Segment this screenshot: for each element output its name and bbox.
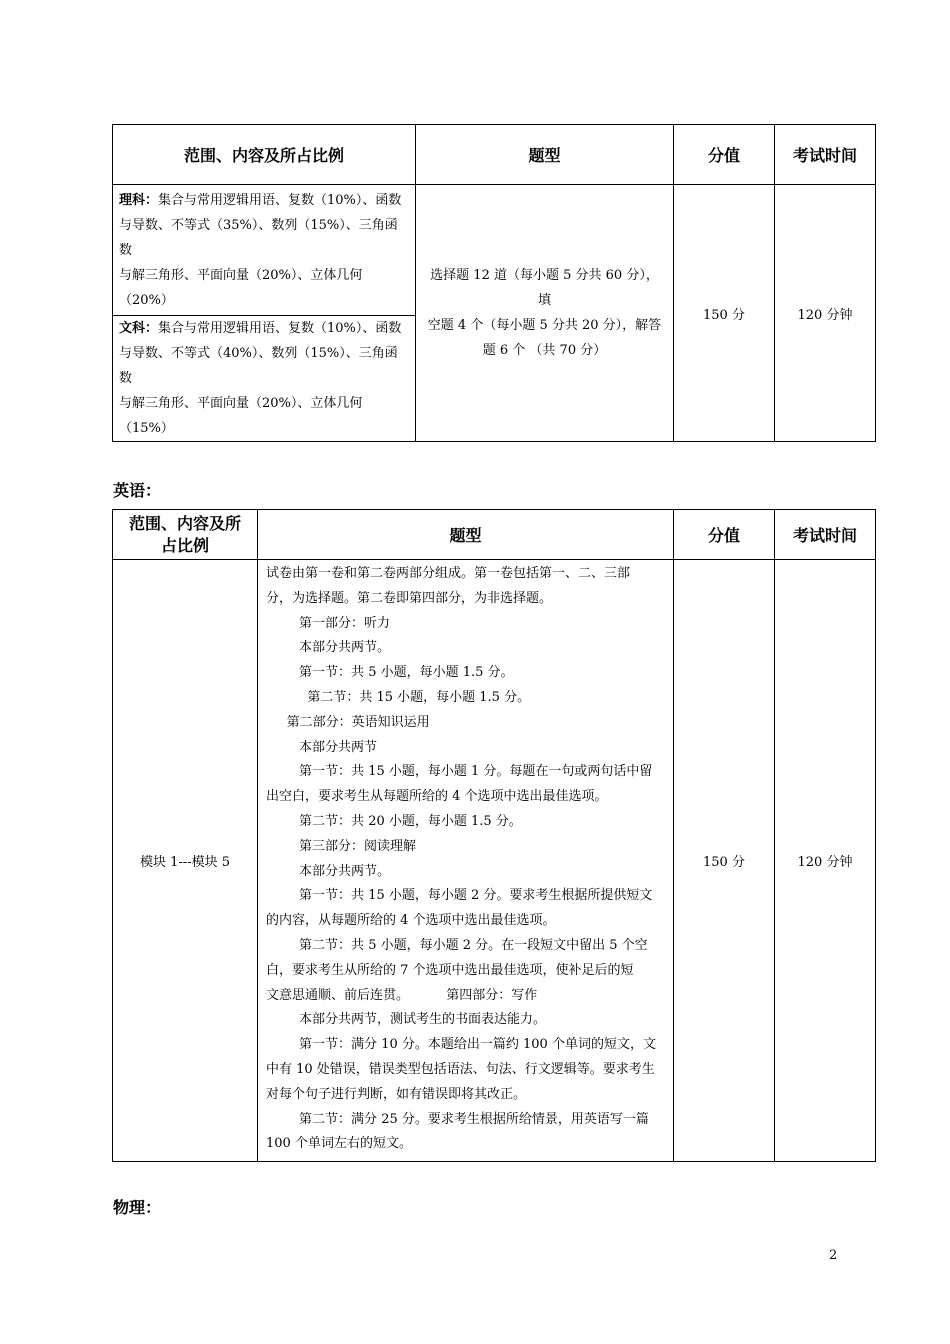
question-type-line: 中有 10 处错误，错误类型包括语法、句法、行文逻辑等。要求考生 — [266, 1061, 655, 1077]
header-scope-line: 占比例 — [160, 535, 209, 555]
header-exam-time: 考试时间 — [775, 510, 876, 560]
question-type-cell — [416, 185, 674, 442]
question-type-line: 100 个单词左右的短文。 — [266, 1136, 412, 1152]
question-type-line: 第二节：满分 25 分。要求考生根据所给情景，用英语写一篇 — [266, 1111, 649, 1127]
question-type-line: 第一节：满分 10 分。本题给出一篇约 100 个单词的短文，文 — [266, 1037, 656, 1053]
liberal-arts-line: 集合与常用逻辑用语、复数（10%）、函数 — [158, 321, 402, 336]
question-type-cell — [258, 560, 674, 1162]
question-type-line: 第二部分：英语知识运用 — [266, 714, 430, 730]
scope-cell: 模块 1---模块 5 — [113, 560, 258, 1162]
table-row — [113, 185, 876, 316]
question-type-line: 第一部分：听力 — [266, 615, 391, 631]
header-question-type: 题型 — [258, 510, 674, 560]
table-header-row — [113, 510, 876, 560]
science-label: 理科： — [119, 192, 159, 208]
question-type-line: 第一节：共 5 小题，每小题 1.5 分。 — [266, 665, 514, 681]
header-scope — [113, 510, 258, 560]
science-line: 集合与常用逻辑用语、复数（10%）、函数 — [158, 192, 402, 208]
header-scope: 范围、内容及所占比例 — [113, 125, 416, 185]
header-score: 分值 — [674, 510, 775, 560]
question-type-text — [266, 562, 665, 1157]
question-type-line: 文意思通顺、前后连贯。 第四部分：写作 — [266, 987, 538, 1003]
liberal-arts-label: 文科： — [119, 321, 159, 336]
math-exam-table — [112, 124, 876, 442]
question-type-line: 出空白，要求考生从每题所给的 4 个选项中选出最佳选项。 — [266, 789, 608, 805]
question-type-line: 第二节：共 20 小题，每小题 1.5 分。 — [266, 813, 522, 829]
question-type-line: 本部分共两节。 — [266, 863, 391, 879]
time-cell: 120 分钟 — [775, 560, 876, 1162]
question-type-line: 本部分共两节 — [266, 739, 378, 755]
page-number: 2 — [829, 1248, 838, 1263]
question-type-line: 分，为选择题。第二卷即第四部分，为非选择题。 — [266, 590, 553, 606]
question-type-line: 题 6 个 （共 70 分） — [482, 343, 607, 358]
question-type-line: 第二节：共 15 小题，每小题 1.5 分。 — [266, 689, 531, 705]
question-type-line: 本部分共两节。 — [266, 640, 391, 656]
question-type-line: 选择题 12 道（每小题 5 分共 60 分），填 — [430, 268, 659, 308]
header-score: 分值 — [674, 125, 775, 185]
question-type-line: 对每个句子进行判断，如有错误即将其改正。 — [266, 1086, 527, 1102]
question-type-line: 第一节：共 15 小题，每小题 1 分。每题在一句或两句话中留 — [266, 764, 653, 780]
table-header-row — [113, 125, 876, 185]
english-exam-table — [112, 509, 876, 1162]
english-section-title: 英语： — [113, 481, 162, 500]
header-scope-line: 范围、内容及所 — [128, 513, 241, 533]
question-type-line: 第一节：共 15 小题，每小题 2 分。要求考生根据所提供短文 — [266, 888, 653, 904]
liberal-arts-scope-cell — [113, 316, 416, 442]
score-cell: 150 分 — [674, 185, 775, 442]
science-line: 与导数、不等式（35%）、数列（15%）、三角函数 — [119, 217, 398, 258]
question-type-line: 白，要求考生从所给的 7 个选项中选出最佳选项，使补足后的短 — [266, 962, 634, 978]
liberal-arts-line: 与导数、不等式（40%）、数列（15%）、三角函数 — [119, 346, 398, 386]
liberal-arts-line: 与解三角形、平面向量（20%）、立体几何（15%） — [119, 396, 363, 436]
physics-section-title: 物理： — [113, 1198, 162, 1217]
question-type-line: 试卷由第一卷和第二卷两部分组成。第一卷包括第一、二、三部 — [266, 566, 631, 581]
header-exam-time: 考试时间 — [775, 125, 876, 185]
question-type-line: 第二节：共 5 小题，每小题 2 分。在一段短文中留出 5 个空 — [266, 937, 648, 953]
header-question-type: 题型 — [416, 125, 674, 185]
question-type-line: 空题 4 个（每小题 5 分共 20 分），解答 — [427, 318, 662, 333]
question-type-line: 本部分共两节，测试考生的书面表达能力。 — [266, 1012, 547, 1028]
table-row — [113, 560, 876, 1162]
science-line: 与解三角形、平面向量（20%）、立体几何（20%） — [119, 267, 363, 308]
question-type-line: 的内容，从每题所给的 4 个选项中选出最佳选项。 — [266, 913, 556, 929]
score-cell: 150 分 — [674, 560, 775, 1162]
question-type-line: 第三部分：阅读理解 — [266, 838, 417, 854]
science-scope-cell — [113, 185, 416, 316]
time-cell: 120 分钟 — [775, 185, 876, 442]
